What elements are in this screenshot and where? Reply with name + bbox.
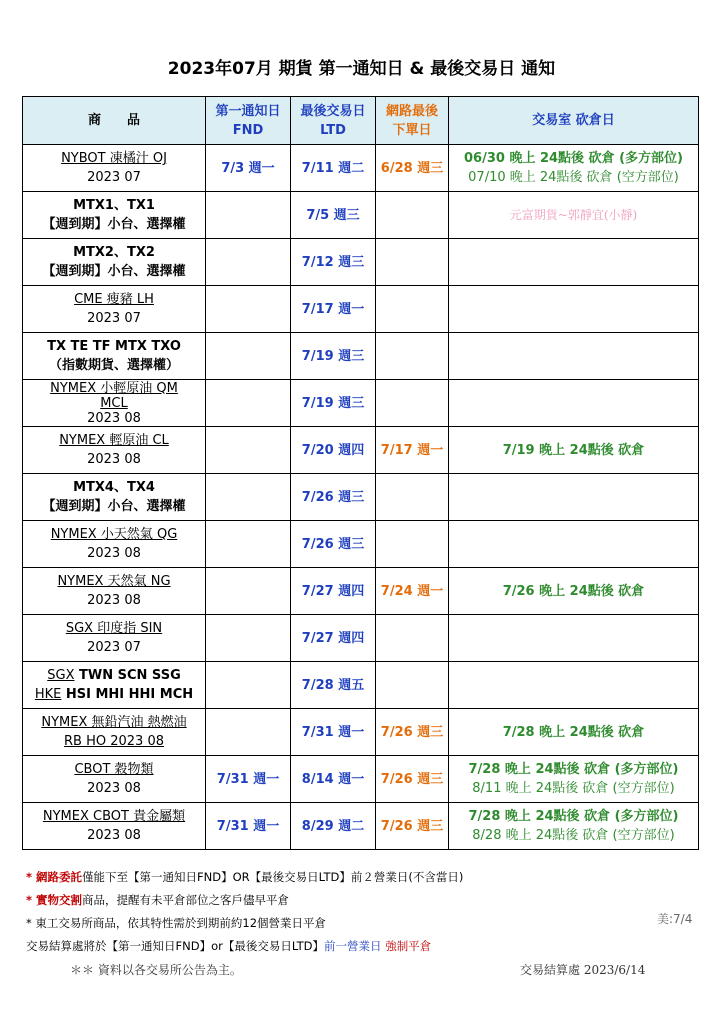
- product-cell: SGX TWN SCN SSG HKE HSI MHI HHI MCH: [23, 662, 206, 709]
- fnd-cell: [206, 427, 291, 474]
- online-cell: [376, 286, 449, 333]
- product-cell: SGX 印度指 SIN 2023 07: [23, 615, 206, 662]
- ltd-cell: 7/12 週三: [291, 239, 376, 286]
- ltd-cell: 7/5 週三: [291, 192, 376, 239]
- online-cell: [376, 192, 449, 239]
- settle-cell: [449, 239, 699, 286]
- fnd-cell: [206, 286, 291, 333]
- fnd-cell: [206, 474, 291, 521]
- product-cell: NYMEX 小輕原油 QM MCL 2023 08: [23, 380, 206, 427]
- note-tocom: * 東工交易所商品，依其特性需於到期前約12個營業日平倉: [26, 916, 327, 930]
- table-row: [23, 709, 699, 756]
- online-cell: 7/24 週一: [376, 568, 449, 615]
- online-cell: 7/26 週三: [376, 709, 449, 756]
- product-cell: TX TE TF MTX TXO （指數期貨、選擇權）: [23, 333, 206, 380]
- note-forced-close: 交易結算處將於【第一通知日FND】or【最後交易日LTD】前一營業日 強制平倉: [26, 939, 432, 953]
- online-cell: 7/26 週三: [376, 803, 449, 850]
- product-cell: MTX1、TX1 【週到期】小台、選擇權: [23, 192, 206, 239]
- product-cell: MTX2、TX2 【週到期】小台、選擇權: [23, 239, 206, 286]
- fnd-cell: [206, 662, 291, 709]
- settle-cell: [449, 192, 699, 239]
- ltd-cell: 8/29 週二: [291, 803, 376, 850]
- settle-cell: 06/30 晚上 24點後 砍倉 (多方部位) 07/10 晚上 24點後 砍倉 (空方部位): [449, 145, 699, 192]
- online-cell: [376, 615, 449, 662]
- settle-cell: 7/28 晚上 24點後 砍倉: [449, 709, 699, 756]
- page-title: 2023年07月 期貨 第一通知日 & 最後交易日 通知: [167, 59, 556, 79]
- table-row: [23, 145, 699, 192]
- footnotes: [26, 866, 463, 958]
- product-cell: NYMEX 無鉛汽油 熱燃油 RB HO 2023 08: [23, 709, 206, 756]
- settle-cell: 7/28 晚上 24點後 砍倉 (多方部位) 8/28 晚上 24點後 砍倉 (空方部位): [449, 803, 699, 850]
- broker-signature: 元富期貨~郭靜宜(小靜): [509, 207, 638, 222]
- ltd-cell: 7/19 週三: [291, 380, 376, 427]
- table-row: [23, 662, 699, 709]
- header-fnd: 第一通知日 FND: [206, 97, 291, 145]
- fnd-cell: [206, 709, 291, 756]
- online-cell: 6/28 週三: [376, 145, 449, 192]
- settle-cell: 7/19 晚上 24點後 砍倉: [449, 427, 699, 474]
- settle-cell: [449, 615, 699, 662]
- online-cell: [376, 239, 449, 286]
- fnd-cell: [206, 333, 291, 380]
- fnd-cell: [206, 192, 291, 239]
- header-ltd: 最後交易日 LTD: [291, 97, 376, 145]
- table-row: [23, 756, 699, 803]
- product-cell: NYMEX 小天然氣 QG 2023 08: [23, 521, 206, 568]
- fnd-cell: 7/31 週一: [206, 803, 291, 850]
- fnd-cell: 7/31 週一: [206, 756, 291, 803]
- fnd-cell: [206, 239, 291, 286]
- product-cell: NYBOT 凍橘汁 OJ 2023 07: [23, 145, 206, 192]
- schedule-table: [22, 96, 699, 850]
- product-cell: CME 瘦豬 LH 2023 07: [23, 286, 206, 333]
- fnd-cell: [206, 568, 291, 615]
- ltd-cell: 7/26 週三: [291, 521, 376, 568]
- online-cell: [376, 333, 449, 380]
- fnd-cell: 7/3 週一: [206, 145, 291, 192]
- table-row: [23, 568, 699, 615]
- product-cell: MTX4、TX4 【週到期】小台、選擇權: [23, 474, 206, 521]
- product-cell: NYMEX CBOT 貴金屬類 2023 08: [23, 803, 206, 850]
- ltd-cell: 7/17 週一: [291, 286, 376, 333]
- table-row: [23, 380, 699, 427]
- settle-cell: [449, 662, 699, 709]
- online-cell: 7/26 週三: [376, 756, 449, 803]
- settle-cell: [449, 333, 699, 380]
- footer-issuer-date: 交易結算處 2023/6/14: [520, 963, 646, 977]
- table-row: [23, 803, 699, 850]
- ltd-cell: 7/11 週二: [291, 145, 376, 192]
- fnd-cell: [206, 615, 291, 662]
- product-cell: NYMEX 天然氣 NG 2023 08: [23, 568, 206, 615]
- header-online-last-order: 網路最後 下單日: [376, 97, 449, 145]
- table-row: [23, 286, 699, 333]
- settle-cell: [449, 474, 699, 521]
- online-cell: [376, 380, 449, 427]
- settle-cell: 7/28 晚上 24點後 砍倉 (多方部位) 8/11 晚上 24點後 砍倉 (空方部位): [449, 756, 699, 803]
- product-cell: NYMEX 輕原油 CL 2023 08: [23, 427, 206, 474]
- table-row: [23, 333, 699, 380]
- footer-disclaimer: ＊＊ 資料以各交易所公告為主。: [70, 963, 242, 977]
- online-cell: [376, 474, 449, 521]
- side-note: 美:7/4: [657, 912, 693, 926]
- settle-cell: 7/26 晚上 24點後 砍倉: [449, 568, 699, 615]
- note-physical-delivery: * 實物交割商品，提醒有未平倉部位之客戶儘早平倉: [26, 893, 290, 907]
- fnd-cell: [206, 380, 291, 427]
- table-row: [23, 192, 699, 239]
- ltd-cell: 7/27 週四: [291, 615, 376, 662]
- header-product: 商 品: [23, 97, 206, 145]
- online-cell: 7/17 週一: [376, 427, 449, 474]
- product-cell: CBOT 穀物類 2023 08: [23, 756, 206, 803]
- ltd-cell: 7/31 週一: [291, 709, 376, 756]
- settle-cell: [449, 286, 699, 333]
- table-row: [23, 615, 699, 662]
- online-cell: [376, 662, 449, 709]
- table-row: [23, 474, 699, 521]
- ltd-cell: 7/19 週三: [291, 333, 376, 380]
- header-settlement: 交易室 砍倉日: [449, 97, 699, 145]
- settle-cell: [449, 521, 699, 568]
- ltd-cell: 7/27 週四: [291, 568, 376, 615]
- settle-cell: [449, 380, 699, 427]
- ltd-cell: 7/28 週五: [291, 662, 376, 709]
- table-header-row: [23, 97, 699, 145]
- fnd-cell: [206, 521, 291, 568]
- ltd-cell: 7/20 週四: [291, 427, 376, 474]
- table-row: [23, 239, 699, 286]
- note-online-order: * 網路委託僅能下至【第一通知日FND】OR【最後交易日LTD】前２營業日(不含當日): [26, 870, 464, 884]
- table-row: [23, 521, 699, 568]
- table-row: [23, 427, 699, 474]
- ltd-cell: 7/26 週三: [291, 474, 376, 521]
- ltd-cell: 8/14 週一: [291, 756, 376, 803]
- online-cell: [376, 521, 449, 568]
